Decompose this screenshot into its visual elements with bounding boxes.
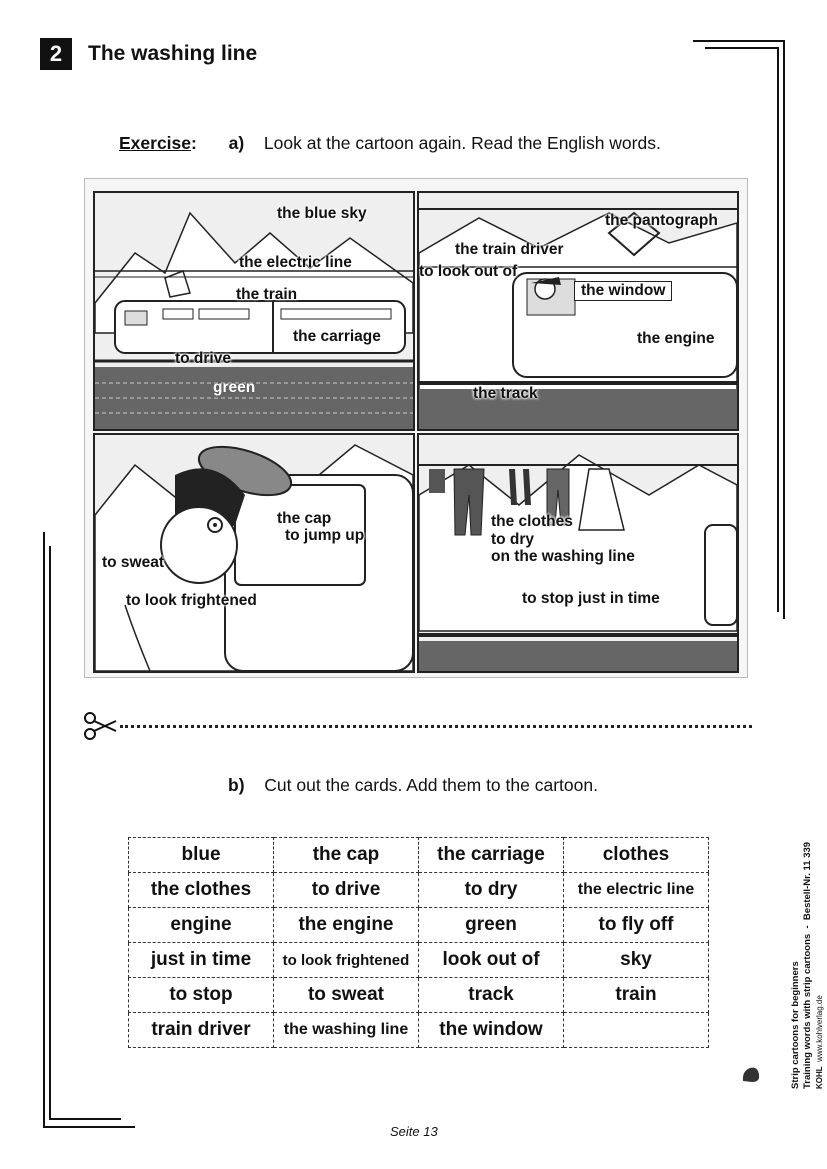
exercise-b-marker: b) <box>228 775 245 795</box>
publisher-sidebar <box>738 745 824 1090</box>
card-row <box>129 978 709 1013</box>
label-window: the window <box>574 281 672 301</box>
sidebar-website: www.kohlverlag.de <box>815 995 824 1062</box>
exercise-a-marker: a) <box>228 133 245 153</box>
label-train: the train <box>236 286 298 303</box>
label-pantograph: the pantograph <box>605 212 718 229</box>
word-card[interactable]: the electric line <box>564 873 709 908</box>
word-card[interactable]: to look frightened <box>274 943 419 978</box>
cartoon-panel-2 <box>417 191 739 431</box>
scissors-icon <box>82 710 118 742</box>
word-card-empty[interactable] <box>564 1013 709 1048</box>
word-card[interactable]: just in time <box>129 943 274 978</box>
label-sweat: to sweat <box>102 554 165 571</box>
label-clothes: the clothes <box>491 513 573 530</box>
label-train-driver: the train driver <box>455 241 564 258</box>
exercise-colon: : <box>191 133 197 153</box>
word-card[interactable]: sky <box>564 943 709 978</box>
section-number: 2 <box>40 38 72 70</box>
label-jump-up: to jump up <box>285 527 365 544</box>
label-track: the track <box>473 385 538 402</box>
word-card[interactable]: engine <box>129 908 274 943</box>
exercise-b-instruction <box>228 775 598 796</box>
frightened-driver-illustration <box>95 435 413 671</box>
exercise-b-text: Cut out the cards. Add them to the cartoon. <box>264 775 598 795</box>
word-card[interactable]: to dry <box>419 873 564 908</box>
label-look-out-of: to look out of <box>419 263 518 280</box>
word-card[interactable]: to stop <box>129 978 274 1013</box>
word-card[interactable]: the engine <box>274 908 419 943</box>
word-card[interactable]: train driver <box>129 1013 274 1048</box>
sidebar-subtitle: Training words with strip cartoons <box>802 933 813 1089</box>
word-card[interactable]: look out of <box>419 943 564 978</box>
label-dry: to dry <box>491 531 535 548</box>
sidebar-order-info: Strip cartoons for beginners <box>790 961 801 1089</box>
sidebar-text <box>790 749 826 1089</box>
word-card[interactable]: blue <box>129 838 274 873</box>
card-row <box>129 1013 709 1048</box>
label-look-frightened: to look frightened <box>126 592 257 609</box>
label-carriage: the carriage <box>293 328 381 345</box>
word-card[interactable]: track <box>419 978 564 1013</box>
word-card[interactable]: the washing line <box>274 1013 419 1048</box>
exercise-label: Exercise <box>119 133 192 153</box>
card-row <box>129 873 709 908</box>
page-title: The washing line <box>88 42 258 65</box>
card-row <box>129 908 709 943</box>
sidebar-order-number: Bestell-Nr. 11 339 <box>802 841 813 921</box>
word-card[interactable]: to fly off <box>564 908 709 943</box>
word-cards-table <box>128 837 709 1048</box>
label-washing-line: on the washing line <box>491 548 635 565</box>
word-card[interactable]: green <box>419 908 564 943</box>
label-blue-sky: the blue sky <box>277 205 367 222</box>
label-engine: the engine <box>637 330 715 347</box>
card-row <box>129 943 709 978</box>
label-cap: the cap <box>277 510 332 527</box>
exercise-a-text: Look at the cartoon again. Read the English words. <box>263 133 661 153</box>
word-card[interactable]: to sweat <box>274 978 419 1013</box>
label-electric-line: the electric line <box>239 254 352 271</box>
sidebar-publisher: KOHL <box>815 1066 824 1089</box>
card-row <box>129 838 709 873</box>
word-card[interactable]: the window <box>419 1013 564 1048</box>
page-number: Seite 13 <box>390 1124 438 1139</box>
cartoon-panel-4 <box>417 433 739 673</box>
word-card[interactable]: clothes <box>564 838 709 873</box>
label-to-drive: to drive <box>175 350 231 367</box>
word-card[interactable]: the clothes <box>129 873 274 908</box>
cartoon-strip <box>84 178 748 678</box>
publisher-logo-icon <box>740 1063 762 1085</box>
cartoon-panel-1 <box>93 191 415 431</box>
word-card[interactable]: train <box>564 978 709 1013</box>
word-card[interactable]: the cap <box>274 838 419 873</box>
exercise-a-instruction <box>119 133 661 154</box>
label-stop-in-time: to stop just in time <box>522 590 660 607</box>
word-card[interactable]: to drive <box>274 873 419 908</box>
dotted-cut-line <box>120 725 752 728</box>
label-green: green <box>213 379 256 396</box>
cut-line <box>82 710 754 742</box>
sidebar-separator: - <box>802 925 813 929</box>
cartoon-panel-3 <box>93 433 415 673</box>
word-card[interactable]: the carriage <box>419 838 564 873</box>
